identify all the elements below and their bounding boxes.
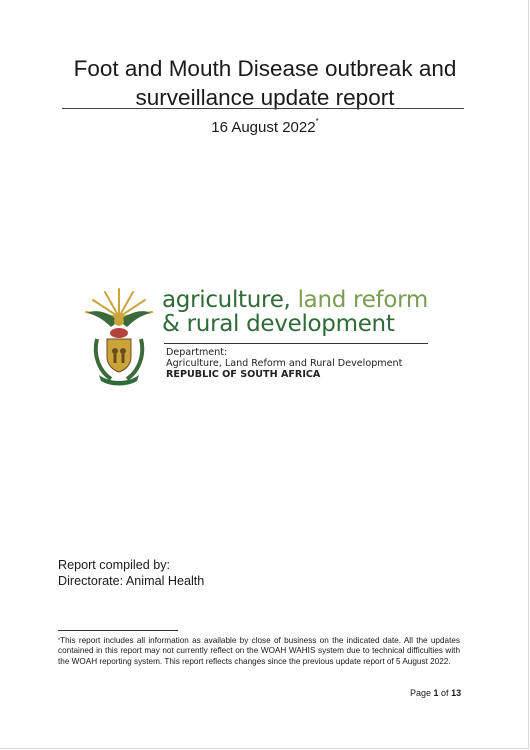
report-date [0, 119, 530, 136]
department-block [166, 347, 402, 381]
brand-part-2: land reform [297, 287, 428, 313]
brand-line-2: & rural development [162, 311, 395, 337]
dept-line-3: REPUBLIC OF SOUTH AFRICA [166, 369, 321, 381]
title-line-2: surveillance update report [135, 85, 395, 110]
brand-wordmark [162, 288, 428, 336]
brand-divider [164, 343, 428, 344]
footnote-marker: * [58, 638, 61, 644]
title-line-1: Foot and Mouth Disease outbreak and [73, 56, 457, 81]
page-current: 1 [433, 688, 439, 698]
page-total: 13 [451, 688, 462, 698]
page-of: of [438, 688, 452, 698]
page-number [410, 688, 461, 698]
coat-of-arms-icon [81, 287, 157, 387]
brand-part-1: agriculture, [162, 287, 298, 313]
date-footnote-marker: * [315, 117, 319, 126]
footnote-text: This report includes all information as available by close of business on the indicated date. All the updates contained in this report may not currently reflect on the WOAH WAHIS system due to technical difficulties with the WOAH reporting system. This report reflects changes since the previous update report of 5 August 2022. [58, 636, 460, 666]
compiled-by-block [58, 557, 204, 589]
footnote-separator [58, 630, 178, 631]
footnote [58, 636, 460, 667]
compiled-by-directorate: Directorate: Animal Health [58, 574, 205, 588]
compiled-by-label: Report compiled by: [58, 558, 170, 572]
dept-line-2: Agriculture, Land Reform and Rural Development [166, 358, 403, 370]
report-date-text: 16 August 2022 [211, 119, 316, 136]
title-underline [62, 108, 464, 109]
dept-line-1: Department: [166, 347, 228, 358]
page-prefix: Page [410, 688, 434, 698]
page-title [30, 54, 500, 112]
